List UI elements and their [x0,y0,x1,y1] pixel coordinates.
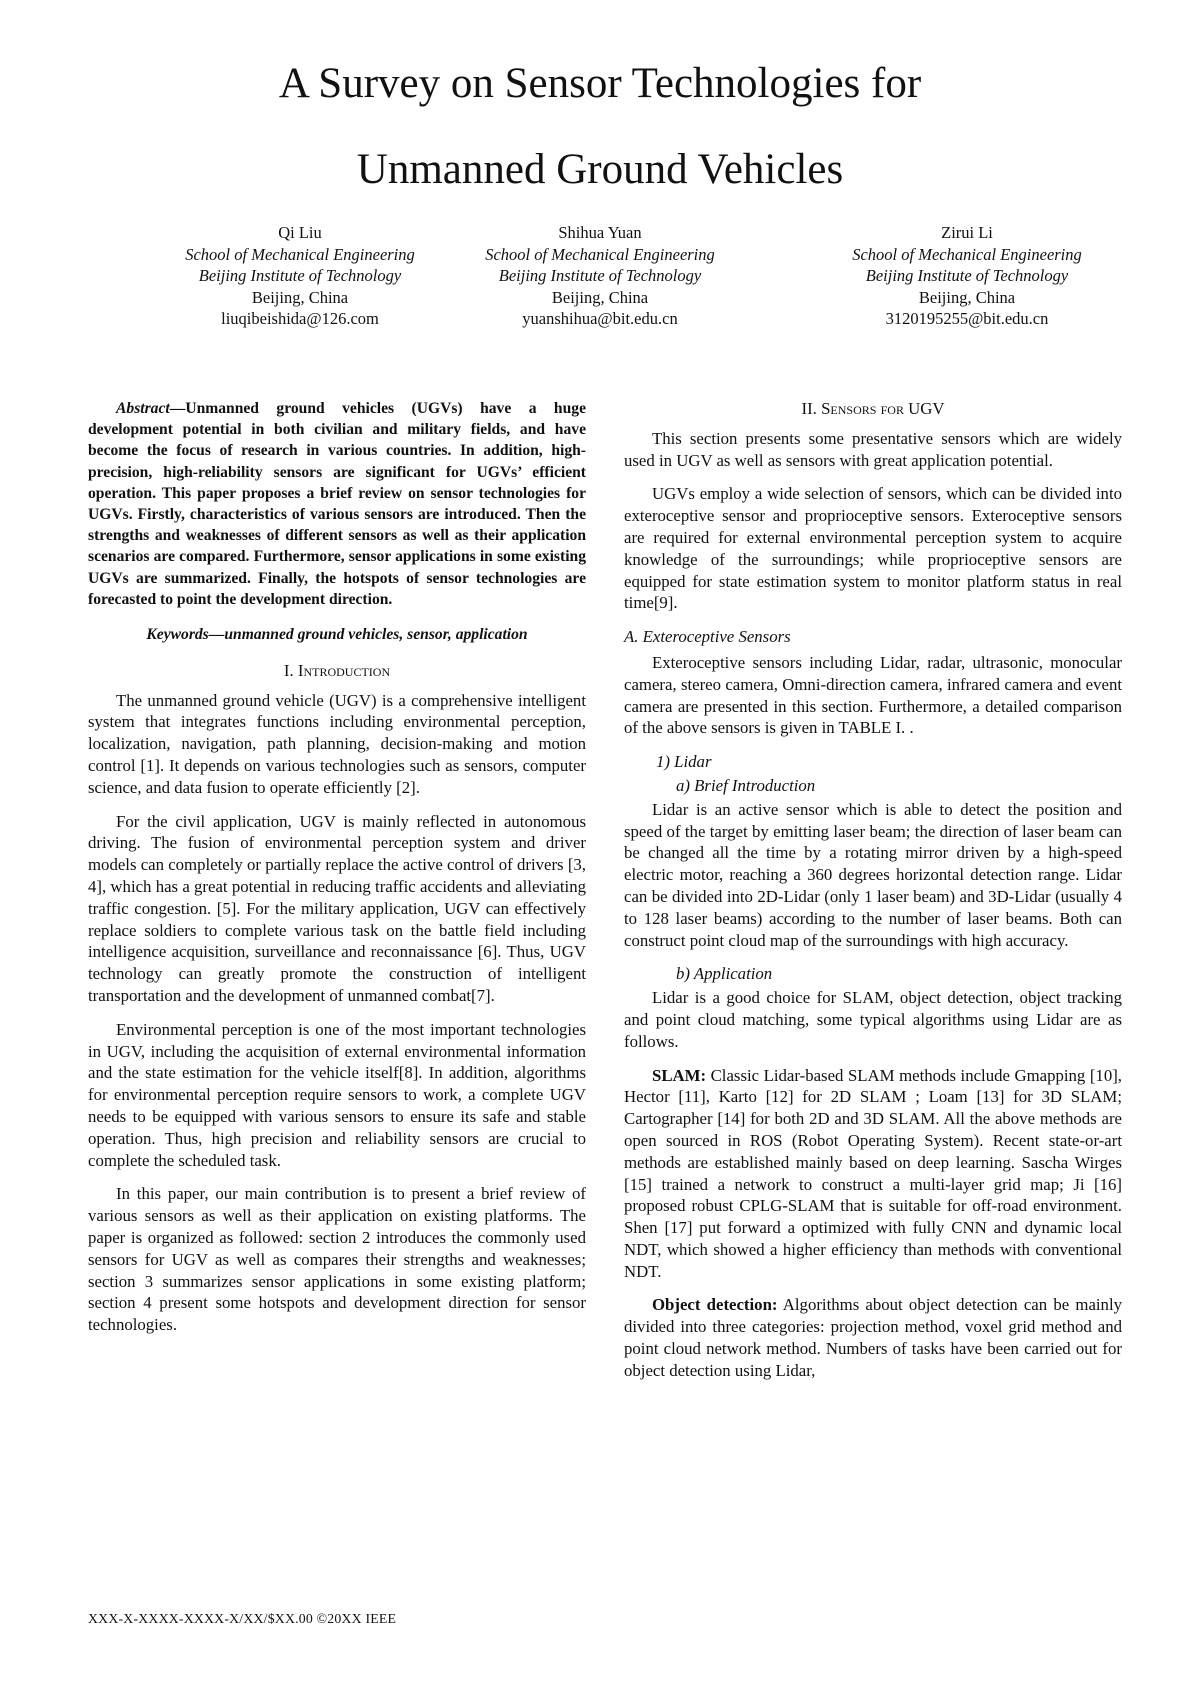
section-title: Sensors for UGV [821,399,945,418]
paragraph-text: Algorithms about object detection can be mainly divided into three categories: projection method, voxel grid method and point cloud network method. Numbers of tasks have been carried out for object detection using Lidar, [624,1295,1122,1380]
author-city: Beijing, China [551,287,649,307]
author-department: School of Mechanical Engineering [852,244,1082,264]
run-in-heading: Object detection: [652,1295,778,1315]
paragraph: Exteroceptive sensors including Lidar, radar, ultrasonic, monocular camera, stereo camera, Omni-direction camera, infrared camera and event camera are presented in this section. Furthermore, a detailed comparison of the above sensors is given in TABLE I. . [624,652,1122,738]
author-email[interactable]: 3120195255@bit.edu.cn [885,309,1049,328]
author-city: Beijing, China [918,287,1016,307]
paragraph: Lidar is an active sensor which is able to detect the position and speed of the target by emitting laser beam; the direction of laser beam can be changed all the time by a rotating mirror driven by a high-speed electric motor, reaching a 360 degrees horizontal detection range. Lidar can be divided into 2D-Lidar (only 1 laser beam) and 3D-Lidar (usually 4 to 128 laser beams) according to the number of laser beams. Both can construct point cloud map of the surroundings with high accuracy. [624,799,1122,950]
paragraph: The unmanned ground vehicle (UGV) is a comprehensive intelligent system that integrates functions including environmental perception, localization, navigation, path planning, decision-making and motion control [1]. It depends on various technologies such as sensors, computer science, and data fusion to operate efficiently [2]. [88,690,586,797]
run-in-heading: SLAM: [652,1065,707,1085]
slam-paragraph [624,1065,1122,1283]
author-institution: Beijing Institute of Technology [198,266,402,285]
author-email[interactable]: yuanshihua@bit.edu.cn [522,309,678,328]
paragraph: In this paper, our main contribution is to present a brief review of various sensors as well as their application on existing platforms. The paper is organized as followed: section 2 introduces the commonly used sensors for UGV as well as compares their strengths and weaknesses; section 3 summarizes sensor applications in some existing platform; section 4 present some hotspots and development direction for sensor technologies. [88,1184,586,1335]
paper-title-line-2: Unmanned Ground Vehicles [356,146,844,193]
author-3 [777,222,1157,330]
abstract [88,398,586,610]
paragraph-text: Classic Lidar-based SLAM methods include Gmapping [10], Hector [11], Karto [12] for 2D SLAM ; Loam [13] for 3D SLAM; Cartographer [14] for both 2D and 3D SLAM. All the above methods are open sourced in ROS (Robot Operating System). Recent state-or-art methods are established mainly based on deep learning. Sascha Wirges [15] trained a network to construct a multi-layer grid map; Ji [16] proposed robust CPLG-SLAM that is suitable for off-road environment. Shen [17] put forward a optimized with fully CNN and dynamic local NDT, which showed a higher efficiency than methods with conventional NDT. [624,1065,1122,1281]
left-column [88,398,586,1348]
paragraph-heading: a) Brief Introduction [676,775,816,795]
section-2-heading [624,398,1122,420]
author-city: Beijing, China [251,287,349,307]
copyright-footer: XXX-X-XXXX-XXXX-X/XX/$XX.00 ©20XX IEEE [88,1611,397,1626]
paragraph: This section presents some presentative sensors which are widely used in UGV as well as sensors with great application potential. [624,428,1122,470]
section-1-heading [88,660,586,682]
paragraph: Lidar is a good choice for SLAM, object detection, object tracking and point cloud matching, some typical algorithms using Lidar are as follows. [624,988,1122,1051]
paragraph: UGVs employ a wide selection of sensors, which can be divided into exteroceptive sensor and proprioceptive sensors. Exteroceptive sensors are required for external environmental perception system to acquire knowledge of the surroundings; while proprioceptive sensors are equipped for state estimation system to monitor platform status in real time[9]. [624,484,1122,613]
keywords: Keywords—unmanned ground vehicles, sensor, application [146,626,528,644]
section-number: II. [801,399,817,418]
author-name: Zirui Li [941,223,993,242]
section-title: Introduction [297,660,391,680]
abstract-label: Abstract [116,400,170,417]
paragraph: Environmental perception is one of the most important technologies in UGV, including the acquisition of external environmental information and the state estimation for the vehicle itself[8]. In addition, algorithms for environmental perception require sensors to work, a complete UGV needs to be equipped with various sensors to ensure its safe and stable operation. Thus, high precision and reliability sensors are crucial to complete the scheduled task. [88,1019,586,1170]
author-department: School of Mechanical Engineering [485,244,715,264]
subsubsection-heading: 1) Lidar [656,752,712,772]
right-column [624,398,1122,1394]
paragraph: For the civil application, UGV is mainly reflected in autonomous driving. The fusion of environmental perception system and driver models can completely or partially replace the active control of drivers [3, 4], which has a great potential in reducing traffic accidents and alleviating traffic congestion. [5]. For the military application, UGV can effectively replace soldiers to complete various task on the battle field including intelligence acquisition, surveillance and reconnaissance [6]. Thus, UGV technology can greatly promote the construction of intelligent transportation and the development of unmanned combat[7]. [88,811,586,1005]
object-detection-paragraph [624,1294,1122,1381]
author-institution: Beijing Institute of Technology [865,266,1069,285]
paragraph-heading: b) Application [676,964,773,984]
author-name: Qi Liu [278,223,322,242]
author-institution: Beijing Institute of Technology [498,266,702,285]
author-email[interactable]: liuqibeishida@126.com [221,309,379,328]
abstract-text: —Unmanned ground vehicles (UGVs) have a huge development potential in both civilian and military fields, and have become the focus of research in various countries. In addition, high-precision, high-reliability sensors are significant for UGVs’ efficient operation. This paper proposes a brief review on sensor technologies for UGVs. Firstly, characteristics of various sensors are introduced. Then the strengths and weaknesses of different sensors as well as their application scenarios are compared. Furthermore, sensor applications in some existing UGVs are summarized. Finally, the hotspots of sensor technologies are forecasted to point the development direction. [88,400,586,608]
paper-title-line-1: A Survey on Sensor Technologies for [278,60,922,107]
author-2 [410,222,790,330]
author-name: Shihua Yuan [558,223,642,242]
subsection-heading: A. Exteroceptive Sensors [624,627,791,647]
author-department: School of Mechanical Engineering [185,244,415,264]
section-number: I. [283,660,294,680]
